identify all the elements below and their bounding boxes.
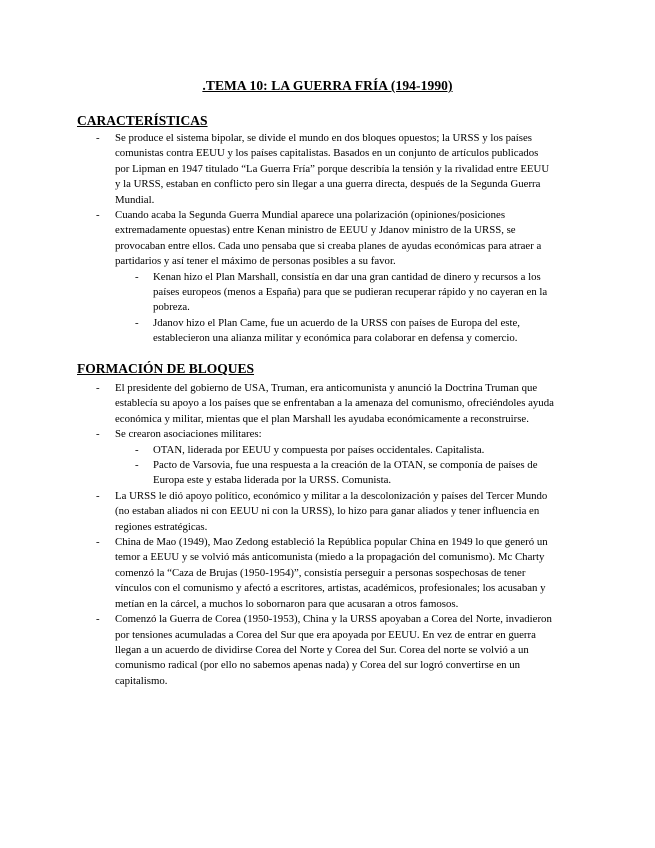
sub-list-item	[115, 316, 555, 347]
list-item-text: Se produce el sistema bipolar, se divide el mundo en dos bloques opuestos; la URSS y los países comunistas contra EEUU y los países capitalistas. Basados en un conjunto de artículos publicados por Lipman en 1947 titulado “La Guerra Fría” porque describía la tensión y la rivalidad entre EEUU y la URSS, estaban en conflicto pero sin llegar a una guerra directa, después de la Segunda Guerra Mundial.	[115, 132, 550, 206]
list-item	[0, 381, 555, 427]
sub-list	[115, 443, 555, 489]
formacion-bloques-list	[0, 381, 655, 689]
list-item	[0, 427, 555, 489]
list-item	[0, 612, 555, 689]
bullet-dash: -	[96, 209, 100, 222]
list-item-text: China de Mao (1949), Mao Zedong estableció la República popular China en 1949 lo que generó un temor a EEUU y se volvió más anticomunista (miedo a la propagación del comunismo). Mc Charty comenzó la “Caza de Brujas (1950-1954)”, consistía perseguir a personas sospechosas de tener vínculos con el comunismo y afectó a escritores, artistas, académicos, profesionales; los acusaban y metían en la cárcel, a muchos lo sobornaron para que acusaran a otros famosos.	[115, 536, 548, 610]
sub-list-item	[115, 458, 555, 489]
list-item-text: Cuando acaba la Segunda Guerra Mundial aparece una polarización (opiniones/posiciones extremadamente opuestas) entre Kenan ministro de EEUU y Jdanov ministro de la URSS, se provocaban entre ellos. Cada uno pensaba que si creaba planes de ayudas económicas para atraer a partidarios y así tener el máximo de personas posibles a su favor.	[115, 209, 542, 268]
list-item	[0, 535, 555, 612]
bullet-dash: -	[135, 459, 139, 472]
section-heading-caracteristicas: CARACTERÍSTICAS	[77, 113, 208, 128]
list-item	[0, 208, 555, 347]
sub-list-item-text: OTAN, liderada por EEUU y compuesta por países occidentales. Capitalista.	[153, 443, 485, 456]
bullet-dash: -	[135, 270, 139, 283]
sub-list-item	[115, 443, 555, 458]
list-item-text: Comenzó la Guerra de Corea (1950-1953), China y la URSS apoyaban a Corea del Norte, invadieron por tensiones acumuladas a Corea del Sur que era apoyada por EEUU. En vez de entrar en guerra llegan a un acuerdo de dividirse Corea del Norte y Corea del Sur. Corea del norte se volvió a un comunismo radical (por ello no sabemos apenas nada) y Corea del sur logró convertirse en un capitalismo.	[115, 613, 552, 687]
list-item-text: El presidente del gobierno de USA, Truman, era anticomunista y anunció la Doctrina Truman que establecía su apoyo a los países que se enfrentaban a la amenaza del comunismo, ofreciéndoles ayuda económica y militar, mientas que el plan Marshall les ayudaba económicamente a reconstruirse.	[115, 382, 554, 425]
bullet-dash: -	[135, 316, 139, 329]
document-title: .TEMA 10: LA GUERRA FRÍA (194-1990)	[202, 78, 453, 93]
sub-list-item-text: Pacto de Varsovia, fue una respuesta a la creación de la OTAN, se componía de países de Europa este y estaba liderada por la URSS. Comunista.	[153, 459, 538, 487]
bullet-dash: -	[96, 489, 100, 502]
bullet-dash: -	[96, 613, 100, 626]
bullet-dash: -	[96, 536, 100, 549]
sub-list	[115, 270, 555, 347]
bullet-dash: -	[96, 428, 100, 441]
list-item	[0, 131, 555, 208]
bullet-dash: -	[96, 382, 100, 394]
bullet-dash: -	[135, 443, 139, 456]
list-item-text: La URSS le dió apoyo político, económico y militar a la descolonización y países del Tercer Mundo (no estaban aliados ni con EEUU ni con la URSS), lo hizo para ganar aliados y tener influencia en regiones estratégicas.	[115, 489, 548, 533]
sub-list-item-text: Jdanov hizo el Plan Came, fue un acuerdo de la URSS con países de Europa del este, establecieron una alianza militar y económica para colaborar en defensa y comercio.	[153, 316, 520, 345]
sub-list-item	[115, 270, 555, 316]
bullet-dash: -	[96, 132, 100, 144]
list-item	[0, 489, 555, 535]
list-item-text: Se crearon asociaciones militares:	[115, 428, 262, 441]
section-heading-formacion-bloques: FORMACIÓN DE BLOQUES	[77, 361, 255, 376]
caracteristicas-list	[0, 131, 655, 347]
sub-list-item-text: Kenan hizo el Plan Marshall, consistía en dar una gran cantidad de dinero y recursos a los países europeos (menos a España) para que se pudieran recuperar rápido y no cayeran en la pobreza.	[153, 270, 548, 314]
